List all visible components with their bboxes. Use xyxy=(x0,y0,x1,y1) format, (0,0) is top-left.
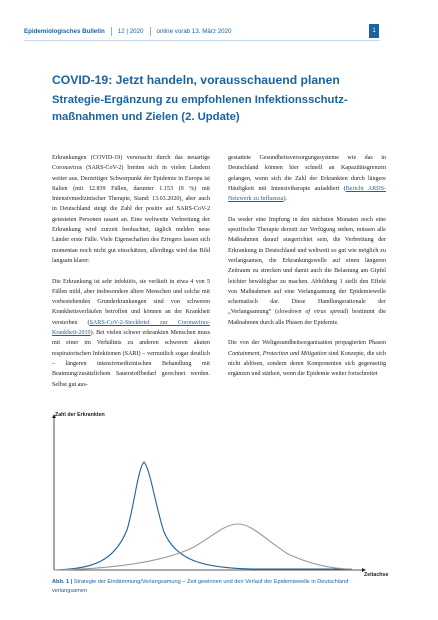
article-subtitle: Strategie-Ergänzung zu empfohlenen Infektionsschutz-maßnahmen und Zielen (2. Update) xyxy=(52,94,348,123)
steckbrief-link[interactable]: SARS-CoV-2-Steckbrief zur Coronavirus-Krankheit-2019 xyxy=(52,319,210,337)
x-axis-label: Zeitachse xyxy=(364,572,389,578)
paragraph: Die von der Weltgesundheitsorganisation propagierten Phasen Containment, Protection und Mitigation sind Konzepte, die sich nicht ablösen, sondern deren Komponenten sich gegenseitig ergänzen und stärken, wenn die Epidemie weiter fortschreitet xyxy=(228,340,386,378)
paragraph: Da weder eine Impfung in den nächsten Monaten noch eine spezifische Therapie derzeit zur Verfügung stehen, müssen alle Maßnahmen darauf ausgerichtet sein, die Verbreitung der Erkrankung in Deutschland und weltweit so gut wie möglich zu verlangsamen, die Erkrankungswelle auf einen längeren Zeitraum zu strecken und damit auch die Belastung am Gipfel leichter bewältigbar zu machen. Abbildung 1 stellt den Effekt von Maßnahmen auf eine Verlangsamung der Epidemiewelle schematisch dar. Diese Handlungsrationale der „Verlangsamung“ (slowdown of virus spread) bestimmt die Maßnahmen durch alle Phasen der Epidemie. xyxy=(228,216,386,326)
italic-term: Containment, Protection und Mitigation xyxy=(228,350,327,357)
issue-number: 12 | 2020 xyxy=(117,27,144,35)
curve-diagram xyxy=(52,412,392,578)
epidemic-curve-figure xyxy=(52,412,392,582)
figure-caption xyxy=(52,578,372,595)
header-rule xyxy=(24,40,380,41)
journal-name: Epidemiologisches Bulletin xyxy=(24,27,105,35)
header-divider xyxy=(111,27,112,36)
paragraph: Die Erkrankung ist sehr infektiös, sie verläuft in etwa 4 von 5 Fällen mild, aber insbesondere ältere Menschen und solche mit vorbestehenden Grunderkrankungen sind von schweren Krankheitsverläufen betroffen und können an der Krankheit versterben (SARS-CoV-2-Steckbrief zur Coronavirus-Krankheit-2019). Bei vielen schwer erkrankten Menschen muss mit einer im Verhältnis zu anderen schweren akuten respiratorischen Infektionen (SARI) – vermutlich sogar deutlich – längeren intensivmedizinischen Behandlung mit Beatmung/zusätzlichem Sauerstoffbedarf gerechnet werden. Selbst gut aus- xyxy=(52,278,210,388)
unmitigated-curve xyxy=(54,462,352,570)
paragraph: gestattete Gesundheitsversorgungssysteme wie das in Deutschland können hier schnell an Kapazitätsgrenzen gelangen, wenn sich die Zahl der Erkrankten durch längere Häufigkeit mit Intensivtherapie aufaddiert (Bericht ARDS-Netzwerk zu Influenza). xyxy=(228,155,386,203)
caption-label: Abb. 1 | xyxy=(52,579,73,585)
y-axis-label: Zahl der Erkrankten xyxy=(55,412,105,418)
online-date: online vorab 13. März 2020 xyxy=(156,27,232,35)
journal-header xyxy=(24,24,380,38)
page-number-badge: 1 xyxy=(369,24,379,38)
header-divider xyxy=(150,27,151,36)
caption-text: Strategie der Eindämmung/Verlangsamung – Zeit gewinnen und den Verlauf der Epidemiewelle in Deutschland verlangsamen xyxy=(52,579,349,594)
paragraph: Erkrankungen (COVID-19) verursacht durch das neuartige Coronavirus (SARS-CoV-2) breiten sich in vielen Ländern weiter aus. Derzeitiger Schwerpunkt der Epidemie in Europa ist Italien (mit 12.839 Fällen, darunter 1.153 (9 %) mit Intensivmedizinischer Therapie, Stand: 13.03.2020), aber auch in Deutschland steigt die Zahl der positiv auf SARS-CoV-2 getesteten Personen rasant an. Eine weltweite Verbreitung der Erkrankung wird zurzeit beobachtet, täglich melden neue Länder erste Fälle. Viele Eigenschaften des Erregers lassen sich momentan noch nicht gut einschätzen, allerdings wird das Bild langsam klarer: xyxy=(52,155,210,264)
article-title: COVID-19: Jetzt handeln, vorausschauend planen xyxy=(52,73,340,87)
body-column-right xyxy=(228,153,386,390)
body-column-left xyxy=(52,153,210,400)
ards-report-link[interactable]: Bericht ARDS-Netzwerk zu Influenza xyxy=(228,185,386,203)
italic-term: slowdown of virus spread xyxy=(277,309,347,316)
